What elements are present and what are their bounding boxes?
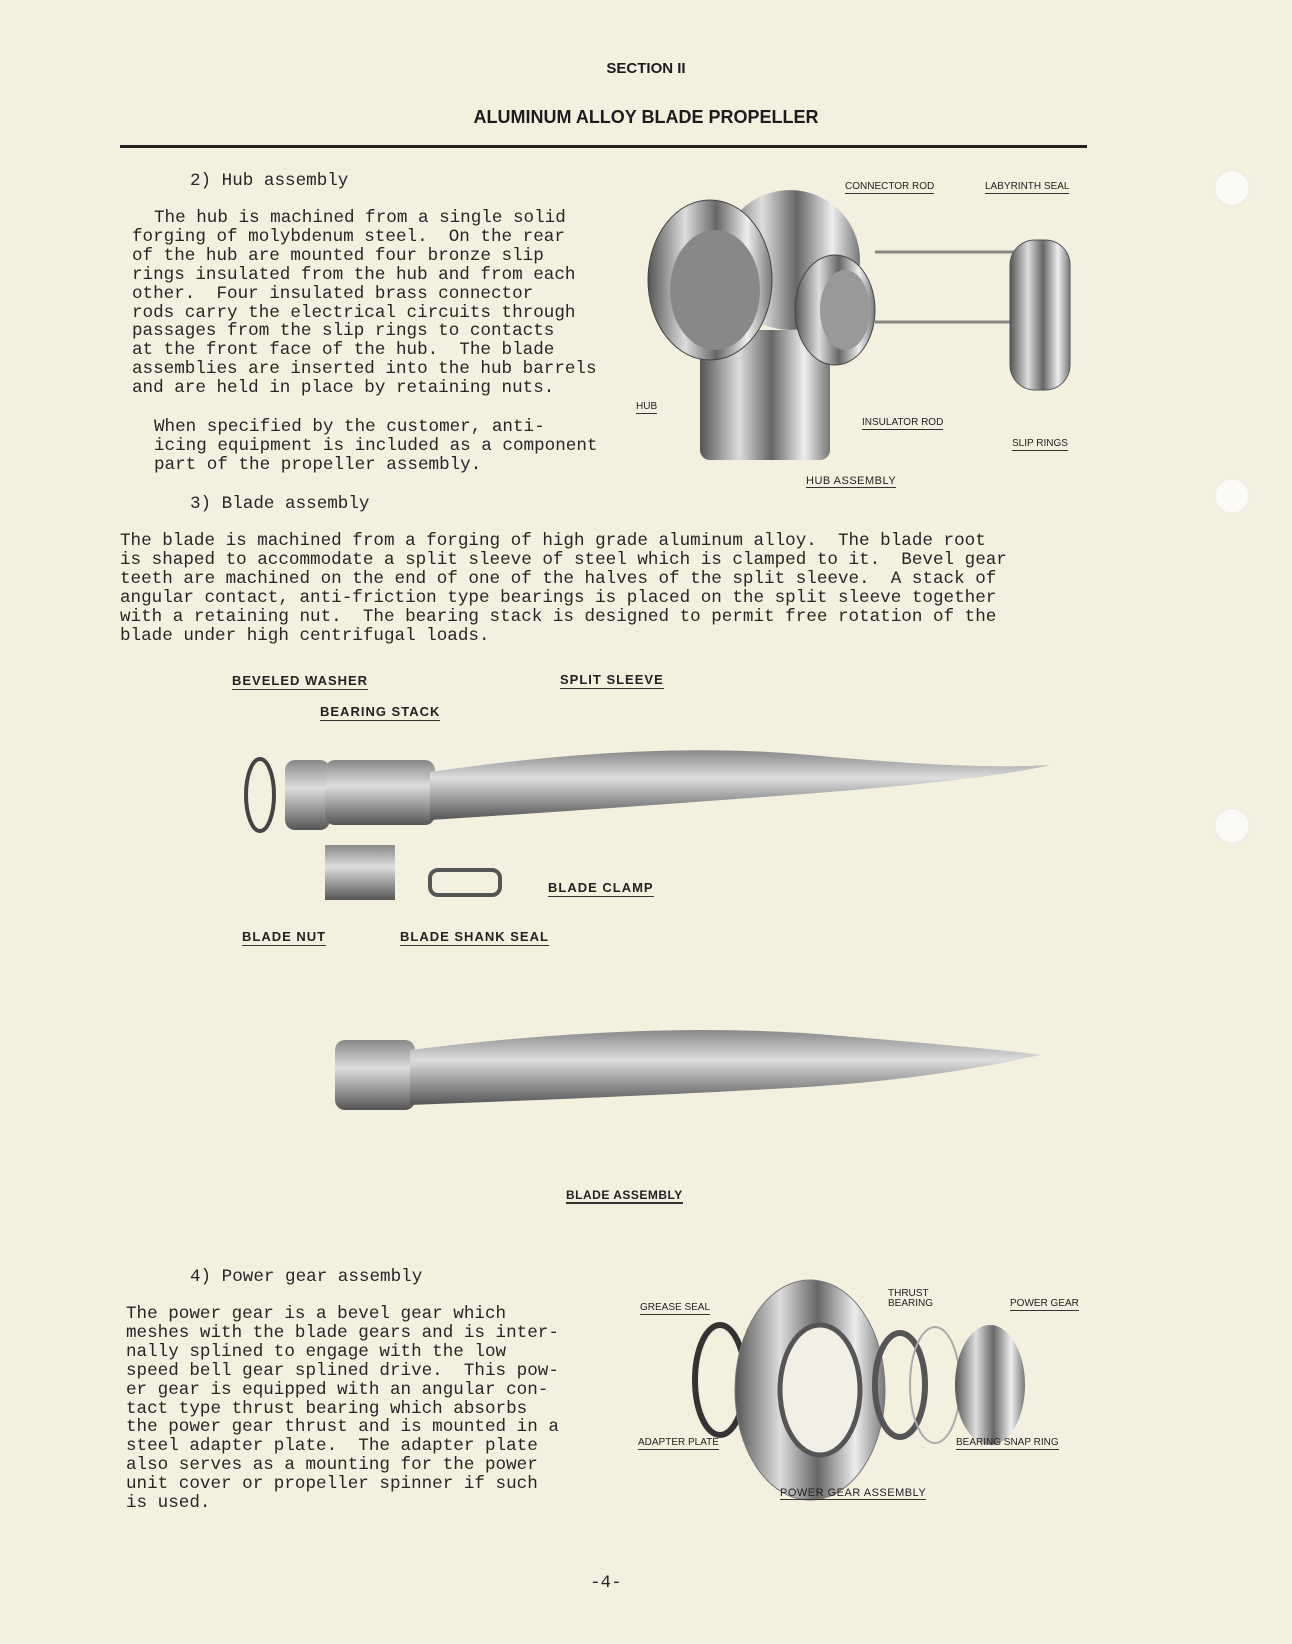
hub-assembly-photo <box>630 180 1090 480</box>
page-title: ALUMINUM ALLOY BLADE PROPELLER <box>473 107 819 127</box>
label-power-gear: POWER GEAR <box>1010 1298 1079 1309</box>
label-thrust-bearing: THRUST BEARING <box>888 1288 934 1309</box>
blade-assembly-caption: BLADE ASSEMBLY <box>566 1188 683 1202</box>
label-beveled-washer: BEVELED WASHER <box>232 673 369 688</box>
label-blade-shank-seal: BLADE SHANK SEAL <box>400 929 549 944</box>
label-adapter-plate: ADAPTER PLATE <box>638 1437 719 1448</box>
anti-icing-paragraph: When specified by the customer, anti- icing equipment is included as a component part of the propeller assembly. <box>154 417 598 475</box>
label-hub: HUB <box>636 401 658 412</box>
label-blade-clamp: BLADE CLAMP <box>548 880 654 895</box>
blade-heading: 3) Blade assembly <box>190 494 370 514</box>
label-bearing-stack: BEARING STACK <box>320 704 441 719</box>
label-connector-rod: CONNECTOR ROD <box>845 181 935 192</box>
binder-hole <box>1214 808 1250 844</box>
binder-hole <box>1214 478 1250 514</box>
label-bearing-snap-ring: BEARING SNAP RING <box>956 1437 1059 1448</box>
label-slip-rings: SLIP RINGS <box>1012 438 1068 449</box>
power-gear-heading: 4) Power gear assembly <box>190 1267 423 1287</box>
hub-paragraph-text: The hub is machined from a single solid forging of molybdenum steel. On the rear of the hub are mounted four bronze slip rings insulated from the hub and from each other. Four insulated brass connector rods carry the electrical circuits through passages from the slip rings to contacts at the front face of the hub. The blade assemblies are inserted into the hub barrels and are held in place by retaining nuts. <box>132 208 597 399</box>
power-gear-paragraph: The power gear is a bevel gear which meshes with the blade gears and is inter- nally splined to engage with the low speed bell gear splined drive. This pow- er gear is equipped with an angular con- tact type thrust bearing which absorbs the power gear thrust and is mounted in a steel adapter plate. The adapter plate also serves as a mounting for the power unit cover or propeller spinner if such is used. <box>126 1304 559 1514</box>
label-insulator-rod: INSULATOR ROD <box>862 417 944 428</box>
label-grease-seal: GREASE SEAL <box>640 1302 711 1313</box>
header-rule <box>120 145 1087 148</box>
power-gear-assembly-caption: POWER GEAR ASSEMBLY <box>780 1487 927 1499</box>
hub-assembly-caption: HUB ASSEMBLY <box>806 475 897 487</box>
section-label: SECTION II <box>606 60 686 77</box>
label-split-sleeve: SPLIT SLEEVE <box>560 672 664 687</box>
label-blade-nut: BLADE NUT <box>242 929 327 944</box>
blade-paragraph: The blade is machined from a forging of high grade aluminum alloy. The blade root is shaped to accommodate a split sleeve of steel which is clamped to it. Bevel gear teeth are machined on the end of one of the halves of the split sleeve. A stack of angular contact, anti-friction type bearings is placed on the split sleeve together with a retaining nut. The bearing stack is designed to permit free rotation of the blade under high centrifugal loads. <box>120 531 1007 646</box>
power-gear-assembly-photo <box>690 1275 1030 1505</box>
page-number: -4- <box>590 1573 622 1593</box>
blade-assembly-photo <box>230 720 1060 1140</box>
label-labyrinth-seal: LABYRINTH SEAL <box>985 181 1070 192</box>
hub-paragraph <box>132 209 597 398</box>
binder-hole <box>1214 170 1250 206</box>
hub-heading: 2) Hub assembly <box>190 171 349 191</box>
